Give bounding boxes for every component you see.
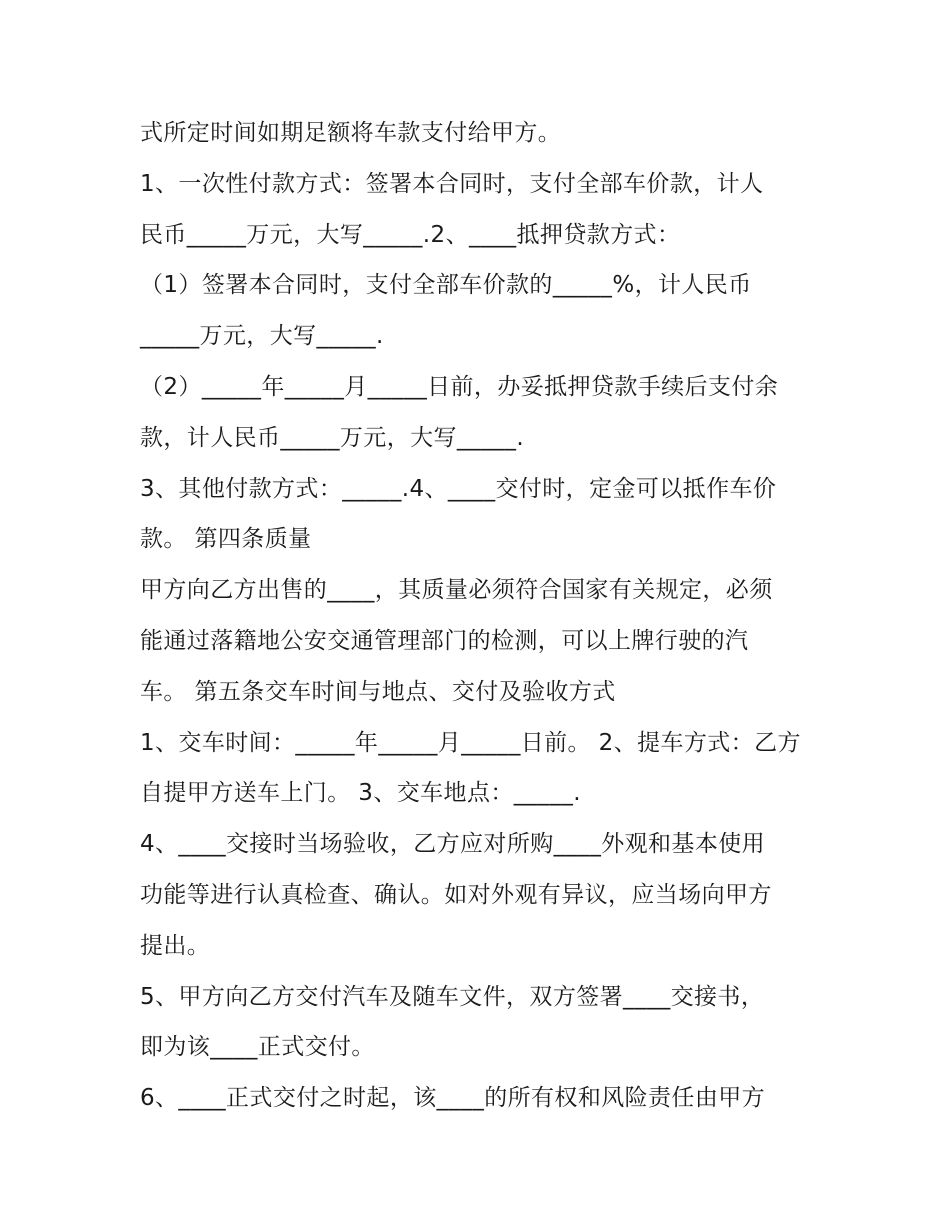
text-line: 款。 第四条质量 [140, 526, 312, 553]
contract-text [140, 108, 820, 1124]
text-line: 1、一次性付款方式：签署本合同时，支付全部车价款，计人 [140, 170, 764, 197]
text-line: 式所定时间如期足额将车款支付给甲方。 [140, 120, 562, 146]
text-line: 甲方向乙方出售的____，其质量必须符合国家有关规定，必须 [140, 577, 773, 604]
text-line: 民币_____万元，大写_____.2、____抵押贷款方式： [140, 221, 681, 248]
text-line: 车。 第五条交车时间与地点、交付及验收方式 [140, 678, 616, 705]
text-line: 提出。 [140, 932, 211, 959]
text-line: （1）签署本合同时，支付全部车价款的_____%，计人民币 [140, 272, 752, 299]
text-line: 6、____正式交付之时起，该____的所有权和风险责任由甲方 [140, 1085, 766, 1112]
text-line: （2）_____年_____月_____日前，办妥抵押贷款手续后支付余 [140, 373, 779, 400]
text-line: 4、____交接时当场验收，乙方应对所购____外观和基本使用 [140, 831, 766, 858]
text-line: 5、甲方向乙方交付汽车及随车文件，双方签署____交接书， [140, 983, 765, 1010]
text-line: 能通过落籍地公安交通管理部门的检测，可以上牌行驶的汽 [140, 627, 749, 654]
text-line: 即为该____正式交付。 [140, 1034, 375, 1061]
text-line: 1、交车时间：_____年_____月_____日前。 2、提车方式：乙方 [140, 729, 801, 756]
text-line: 自提甲方送车上门。 3、交车地点：_____. [140, 780, 581, 807]
text-line: 功能等进行认真检查、确认。如对外观有异议，应当场向甲方 [140, 881, 772, 908]
text-line: 3、其他付款方式：_____.4、____交付时，定金可以抵作车价 [140, 475, 777, 502]
text-line: 款，计人民币_____万元，大写_____. [140, 424, 525, 451]
text-line: _____万元，大写_____. [140, 323, 384, 350]
